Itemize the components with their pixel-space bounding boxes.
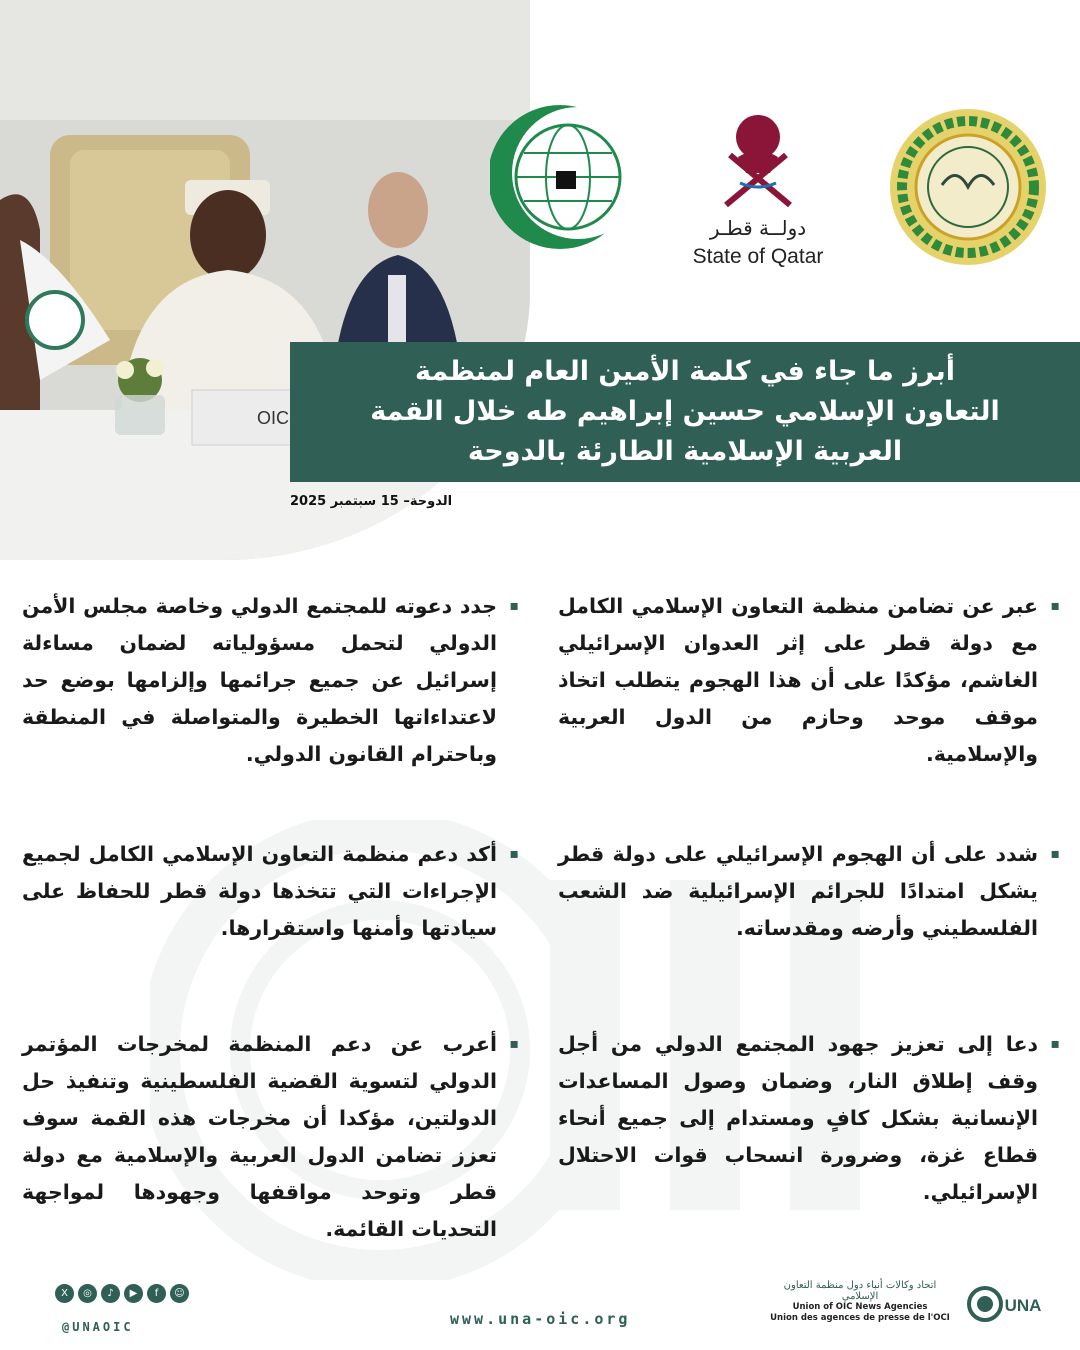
bullet-icon: ▪ [1050, 1036, 1060, 1052]
bullet-icon: ▪ [509, 1036, 519, 1052]
point-text: جدد دعوته للمجتمع الدولي وخاصة مجلس الأمن الدولي لتحمل مسؤولياته لضمان مساءلة إسرائيل عن جميع جرائمها وإلزامها بوضع حد لاعتداءاتها الخطيرة والمتواصلة في المنطقة وباحترام القانون الدولي. [22, 594, 497, 766]
page-title: أبرز ما جاء في كلمة الأمين العام لمنظمة التعاون الإسلامي حسين إبراهيم طه خلال القمة العربية الإسلامية الطارئة بالدوحة [370, 356, 1000, 467]
point-text: عبر عن تضامن منظمة التعاون الإسلامي الكامل مع دولة قطر على إثر العدوان الإسرائيلي الغاشم، مؤكدًا على أن هذا الهجوم يتطلب اتخاذ موقف موحد وحازم من الدول العربية والإسلامية. [558, 594, 1038, 766]
point-item [22, 588, 519, 773]
union-english-name: Union of OIC News Agencies [792, 1302, 928, 1312]
qatar-arabic-name: دولــة قطـر [709, 216, 807, 240]
social-handle[interactable]: @UNAOIC [62, 1320, 134, 1334]
youtube-icon[interactable]: ▶ [124, 1284, 143, 1303]
website-link[interactable]: www.una-oic.org [450, 1310, 631, 1328]
union-of-oic-news-agencies-logo [770, 1280, 950, 1324]
bullet-icon: ▪ [1050, 598, 1060, 614]
social-links [55, 1284, 189, 1303]
una-logo-text: UNA [1004, 1296, 1042, 1315]
oic-logo-icon [490, 105, 644, 249]
facebook-icon[interactable]: f [147, 1284, 166, 1303]
point-text: أكد دعم منظمة التعاون الإسلامي الكامل لجميع الإجراءات التي تتخذها دولة قطر للحفاظ على سيادتها وأمنها واستقرارها. [22, 842, 497, 940]
bullet-icon: ▪ [509, 598, 519, 614]
point-text: شدد على أن الهجوم الإسرائيلي على دولة قطر يشكل امتدادًا للجرائم الإسرائيلية ضد الشعب الفلسطيني وأرضه ومقدساته. [558, 842, 1038, 940]
logos-row [490, 95, 1050, 285]
instagram-icon[interactable]: ◎ [78, 1284, 97, 1303]
tiktok-icon[interactable]: ♪ [101, 1284, 120, 1303]
point-item [558, 588, 1060, 773]
union-arabic-name: اتحاد وكالات أنباء دول منظمة التعاون الإسلامي [783, 1280, 937, 1302]
point-item [22, 836, 519, 947]
bullet-icon: ▪ [509, 846, 519, 862]
point-text: أعرب عن دعم المنظمة لمخرجات المؤتمر الدولي لتسوية القضية الفلسطينية وتنفيذ حل الدولتين، مؤكدا أن مخرجات هذه القمة سوف تعزز تضامن الدول العربية والإسلامية مع دولة قطر وتوحد مواقفها وجهودها لمواجهة التحديات القائمة. [22, 1032, 497, 1241]
union-french-name: Union des agences de presse de l'OCI [770, 1313, 950, 1323]
qatar-english-name: State of Qatar [692, 245, 824, 268]
qatar-emblem-icon [726, 115, 790, 205]
point-item [558, 836, 1060, 947]
point-item [558, 1026, 1060, 1211]
headline-banner [290, 342, 1080, 482]
nameplate-text: OIC [256, 408, 290, 428]
arab-league-emblem-icon [890, 109, 1046, 265]
point-item [22, 1026, 519, 1248]
dateline: الدوحة– 15 سبتمبر 2025 [290, 494, 453, 509]
snapchat-icon[interactable]: ☺ [170, 1284, 189, 1303]
point-text: دعا إلى تعزيز جهود المجتمع الدولي من أجل وقف إطلاق النار، وضمان وصول المساعدات الإنسانية بشكل كافٍ ومستدام إلى جميع أنحاء قطاع غزة، وضرورة انسحاب قوات الاحتلال الإسرائيلي. [558, 1032, 1038, 1204]
bullet-icon: ▪ [1050, 846, 1060, 862]
x-icon[interactable]: X [55, 1284, 74, 1303]
una-logo-icon [965, 1278, 1045, 1328]
